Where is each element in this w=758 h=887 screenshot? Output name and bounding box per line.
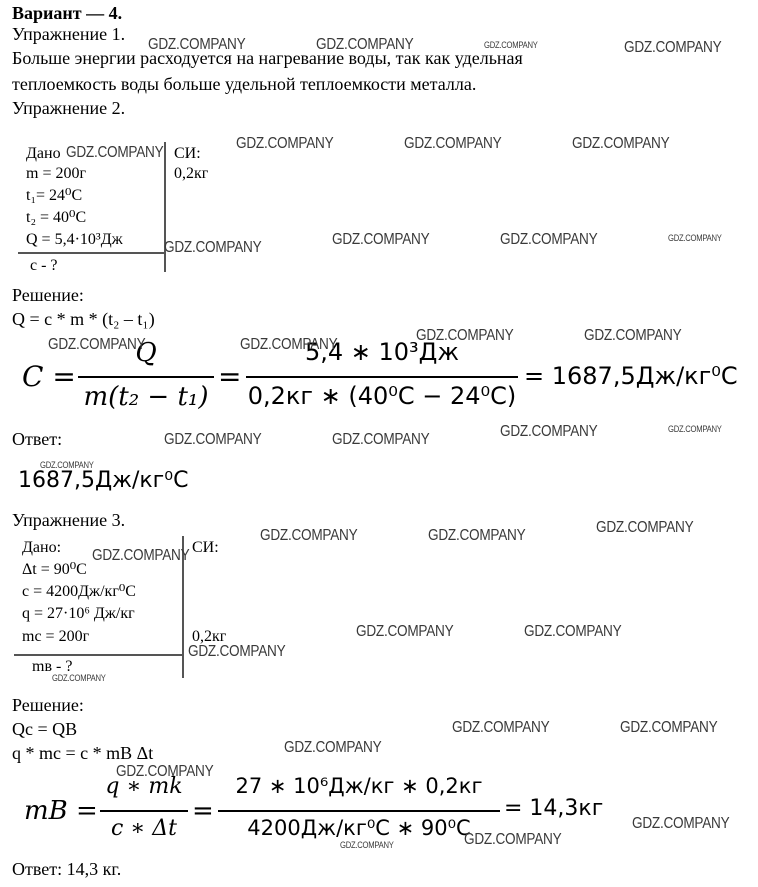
ex2-eq-num1: Q bbox=[135, 338, 157, 368]
ex2-answer-label: Ответ: bbox=[12, 429, 63, 449]
ex2-given-3: Q = 5,4·10³Дж bbox=[26, 231, 123, 248]
ex2-given-0: m = 200г bbox=[26, 165, 87, 182]
ex1-line2: теплоемкость воды больше удельной теплоемкости металла. bbox=[12, 74, 477, 94]
ex3-title: Упражнение 3. bbox=[12, 510, 126, 530]
ex1-title: Упражнение 1. bbox=[12, 24, 126, 44]
ex2-divider-horizontal bbox=[18, 252, 164, 254]
watermark: GDZ.COMPANY bbox=[332, 431, 430, 448]
watermark: GDZ.COMPANY bbox=[148, 36, 246, 53]
ex3-eq-den2: 4200Дж/кг⁰C ∗ 90⁰C bbox=[247, 816, 471, 840]
watermark: GDZ.COMPANY bbox=[356, 623, 454, 640]
watermark: GDZ.COMPANY bbox=[484, 40, 538, 50]
watermark: GDZ.COMPANY bbox=[632, 815, 730, 832]
watermark: GDZ.COMPANY bbox=[236, 135, 334, 152]
ex2-eq-lhs: C = bbox=[22, 360, 76, 393]
watermark: GDZ.COMPANY bbox=[428, 527, 526, 544]
watermark: GDZ.COMPANY bbox=[524, 623, 622, 640]
ex2-eq-num2: 5,4 ∗ 10³Дж bbox=[304, 338, 460, 366]
watermark: GDZ.COMPANY bbox=[500, 423, 598, 440]
watermark: GDZ.COMPANY bbox=[164, 431, 262, 448]
ex2-formula: Q = c * m * (t₂ – t₁) bbox=[12, 309, 155, 329]
ex3-eq-lhs: mB = bbox=[24, 796, 98, 826]
ex2-eq-den2: 0,2кг ∗ (40⁰C − 24⁰C) bbox=[247, 382, 517, 410]
ex2-si-label: СИ: bbox=[174, 145, 201, 162]
ex2-eq-fracline2 bbox=[246, 376, 518, 378]
ex3-given-1: c = 4200Дж/кг⁰C bbox=[22, 583, 136, 600]
ex2-answer: 1687,5Дж/кг⁰C bbox=[18, 468, 189, 493]
watermark: GDZ.COMPANY bbox=[188, 643, 286, 660]
watermark: GDZ.COMPANY bbox=[332, 231, 430, 248]
ex3-eq-fracline2 bbox=[218, 810, 500, 812]
watermark: GDZ.COMPANY bbox=[92, 547, 190, 564]
ex3-divider-horizontal bbox=[14, 654, 182, 656]
ex3-given-2: q = 27·10⁶ Дж/кг bbox=[22, 605, 135, 622]
watermark: GDZ.COMPANY bbox=[596, 519, 694, 536]
watermark: GDZ.COMPANY bbox=[316, 36, 414, 53]
ex2-given-1: t₁= 24⁰C bbox=[26, 187, 83, 204]
ex2-eq-fracline1 bbox=[78, 376, 214, 378]
watermark: GDZ.COMPANY bbox=[464, 831, 562, 848]
ex3-formula2: q * mc = c * mB Δt bbox=[12, 743, 154, 763]
watermark: GDZ.COMPANY bbox=[260, 527, 358, 544]
ex3-eq-num1: q ∗ mk bbox=[105, 774, 183, 799]
ex3-si-label: СИ: bbox=[192, 539, 219, 556]
ex3-si-value: 0,2кг bbox=[192, 628, 227, 645]
ex3-find: mв - ? bbox=[32, 658, 73, 675]
ex1-line1: Больше энергии расходуется на нагревание воды, так как удельная bbox=[12, 48, 523, 68]
ex3-eq-result: = 14,3кг bbox=[504, 796, 604, 821]
ex2-title: Упражнение 2. bbox=[12, 98, 126, 118]
ex2-given-2: t₂ = 40⁰C bbox=[26, 209, 87, 226]
watermark: GDZ.COMPANY bbox=[572, 135, 670, 152]
ex3-formula1: Qc = QB bbox=[12, 719, 78, 739]
watermark: GDZ.COMPANY bbox=[164, 239, 262, 256]
ex3-answer: Ответ: 14,3 кг. bbox=[12, 859, 122, 879]
variant-title: Вариант — 4. bbox=[12, 3, 123, 23]
ex2-eq-equals: = bbox=[218, 360, 242, 393]
watermark: GDZ.COMPANY bbox=[452, 719, 550, 736]
watermark: GDZ.COMPANY bbox=[52, 673, 106, 683]
watermark: GDZ.COMPANY bbox=[668, 424, 722, 434]
ex3-eq-den1: c ∗ Δt bbox=[111, 816, 177, 841]
watermark: GDZ.COMPANY bbox=[584, 327, 682, 344]
ex3-eq-num2: 27 ∗ 10⁶Дж/кг ∗ 0,2кг bbox=[235, 774, 483, 798]
watermark: GDZ.COMPANY bbox=[404, 135, 502, 152]
ex2-eq-den1: m(t₂ − t₁) bbox=[83, 382, 209, 412]
ex2-solution-label: Решение: bbox=[12, 285, 84, 305]
watermark: GDZ.COMPANY bbox=[500, 231, 598, 248]
ex3-given-3: mc = 200г bbox=[22, 628, 90, 645]
ex2-given-label: Дано bbox=[26, 145, 61, 162]
ex3-eq-equals: = bbox=[192, 796, 214, 826]
ex2-si-value: 0,2кг bbox=[174, 165, 209, 182]
watermark: GDZ.COMPANY bbox=[240, 336, 338, 353]
ex2-find: c - ? bbox=[30, 257, 58, 274]
ex3-given-0: Δt = 90⁰C bbox=[22, 561, 87, 578]
watermark: GDZ.COMPANY bbox=[624, 39, 722, 56]
watermark: GDZ.COMPANY bbox=[620, 719, 718, 736]
watermark: GDZ.COMPANY bbox=[416, 327, 514, 344]
ex3-given-label: Дано: bbox=[22, 539, 62, 556]
watermark: GDZ.COMPANY bbox=[340, 840, 394, 850]
watermark: GDZ.COMPANY bbox=[40, 460, 94, 470]
watermark: GDZ.COMPANY bbox=[48, 336, 146, 353]
watermark: GDZ.COMPANY bbox=[66, 144, 164, 161]
watermark: GDZ.COMPANY bbox=[116, 763, 214, 780]
watermark: GDZ.COMPANY bbox=[668, 233, 722, 243]
watermark: GDZ.COMPANY bbox=[284, 739, 382, 756]
ex3-eq-fracline1 bbox=[100, 810, 188, 812]
ex3-solution-label: Решение: bbox=[12, 695, 84, 715]
ex2-eq-result: = 1687,5Дж/кг⁰C bbox=[524, 362, 738, 390]
